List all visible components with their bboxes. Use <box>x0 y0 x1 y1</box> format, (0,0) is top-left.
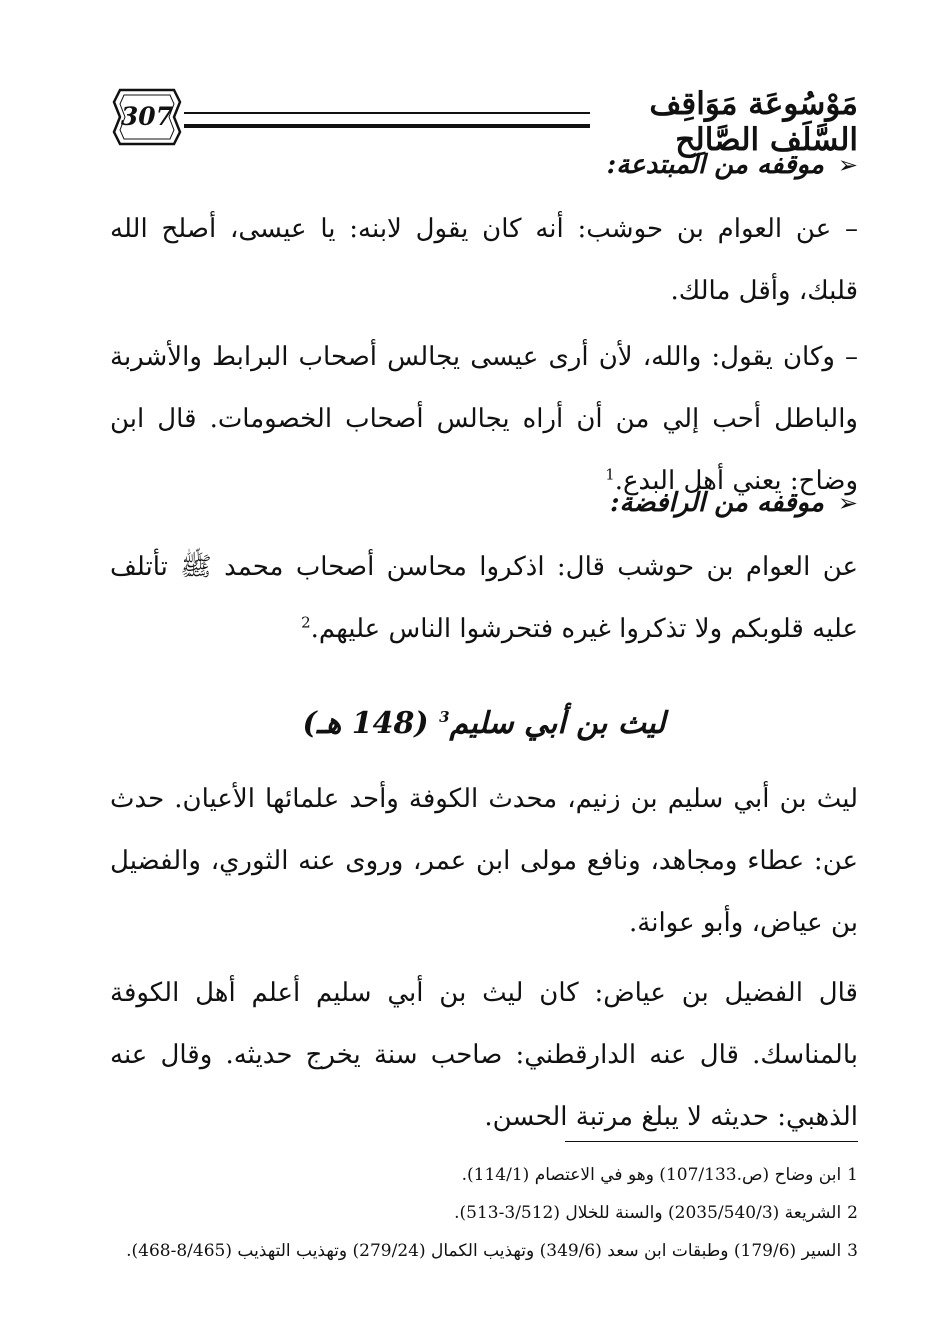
footnote-number: 1 <box>847 1165 858 1185</box>
footnote-text: ابن وضاح (ص.107/133) وهو في الاعتصام (114/1). <box>461 1165 842 1185</box>
footnote-text: الشريعة (2035/540/3) والسنة للخلال (3/512-513). <box>454 1203 842 1223</box>
footnotes <box>110 1156 858 1270</box>
biography-date: (148 هـ) <box>302 706 429 741</box>
footnote <box>110 1232 858 1270</box>
paragraph <box>110 962 858 1148</box>
paragraph <box>110 326 858 512</box>
footnote-ref: 3 <box>439 708 450 726</box>
paragraph <box>110 536 858 660</box>
book-title: مَوْسُوعَة مَوَاقِف السَّلَف الصَّالِح <box>649 86 858 158</box>
paragraph-text: عن العوام بن حوشب قال: اذكروا محاسن أصحاب محمد ﷺ تأتلف عليه قلوبكم ولا تذكروا غيره فتحرشوا الناس عليهم. <box>110 552 858 644</box>
footnote-text: السير (179/6) وطبقات ابن سعد (349/6) وتهذيب الكمال (279/24) وتهذيب التهذيب (8/465-468). <box>126 1241 842 1261</box>
paragraph-text: قال الفضيل بن عياض: كان ليث بن أبي سليم أعلم أهل الكوفة بالمناسك. قال عنه الدارقطني: صاحب سنة يخرج حديثه. وقال عنه الذهبي: حديثه لا يبلغ مرتبة الحسن. <box>110 978 858 1132</box>
paragraph <box>110 768 858 954</box>
paragraph-text: ليث بن أبي سليم بن زنيم، محدث الكوفة وأحد علمائها الأعيان. حدث عن: عطاء ومجاهد، ونافع مولى ابن عمر، وروى عنه الثوري، والفضيل بن عياض، وأبو عوانة. <box>110 784 858 938</box>
paragraph-text: – وكان يقول: والله، لأن أرى عيسى يجالس أصحاب البرابط والأشربة والباطل أحب إلي من أن أراه يجالس أصحاب الخصومات. قال ابن وضاح: يعني أهل البدع. <box>110 342 858 496</box>
footnote-separator <box>565 1141 858 1142</box>
biography-title <box>110 706 858 741</box>
footnote-number: 3 <box>847 1241 858 1261</box>
footnote-ref: 1 <box>605 465 615 484</box>
paragraph-text: – عن العوام بن حوشب: أنه كان يقول لابنه: يا عيسى، أصلح الله قلبك، وأقل مالك. <box>110 214 858 306</box>
section-heading-text: موقفه من المبتدعة: <box>606 150 824 180</box>
page-header <box>110 82 858 158</box>
page-number: 307 <box>120 102 174 131</box>
footnote <box>110 1156 858 1194</box>
paragraph <box>110 198 858 322</box>
footnote-number: 2 <box>847 1203 858 1223</box>
page-number-frame <box>110 86 184 148</box>
footnote-ref: 2 <box>301 613 311 632</box>
arrow-marker-icon: ➢ <box>837 489 858 517</box>
section-heading-text: موقفه من الرافضة: <box>609 488 824 518</box>
biography-name: ليث بن أبي سليم <box>449 706 666 741</box>
section-rafida <box>110 488 858 660</box>
section-heading <box>110 150 858 180</box>
footnote <box>110 1194 858 1232</box>
section-innovators <box>110 150 858 512</box>
header-rule <box>184 112 590 128</box>
arrow-marker-icon: ➢ <box>837 151 858 179</box>
biography-body <box>110 768 858 1148</box>
section-heading <box>110 488 858 518</box>
